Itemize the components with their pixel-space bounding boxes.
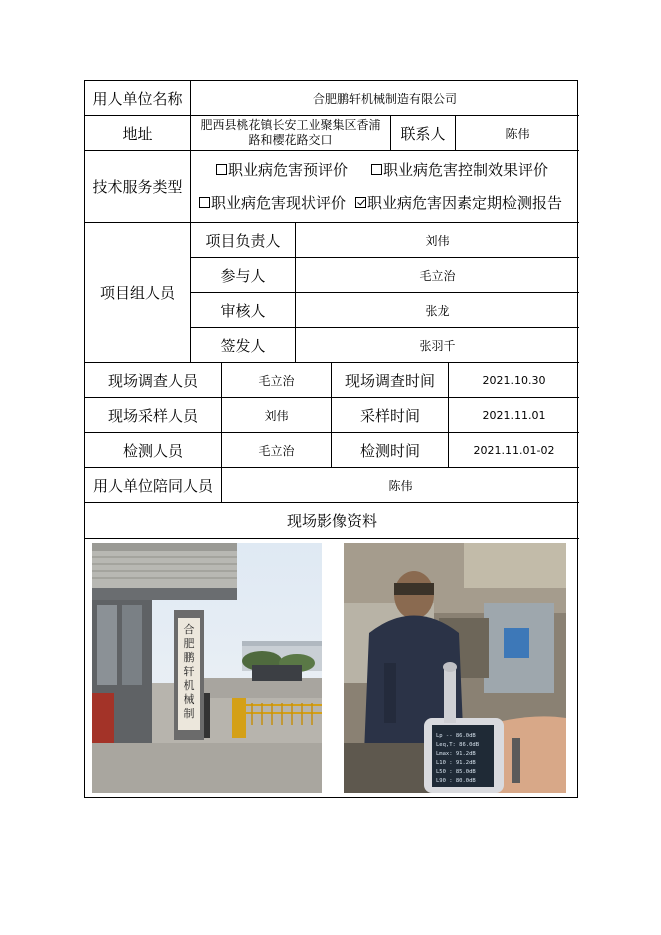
- test-staff-label: 检测人员: [85, 433, 222, 468]
- address-label: 地址: [85, 116, 191, 151]
- checkbox-periodic-test[interactable]: [355, 197, 366, 208]
- meter-line: Leq,T: 86.0dB: [436, 742, 480, 748]
- meter-line: L90 : 80.0dB: [436, 778, 476, 784]
- sampling-time-label: 采样时间: [332, 398, 449, 433]
- service-option-control-eval[interactable]: [371, 159, 548, 180]
- contact-label: 联系人: [391, 116, 456, 151]
- gate-sign-char: 制: [183, 707, 195, 720]
- checkbox-status-eval[interactable]: [199, 197, 210, 208]
- team-label: 项目组人员: [85, 223, 191, 363]
- meter-line: L50 : 85.0dB: [436, 769, 476, 775]
- workshop-photo: [344, 543, 566, 793]
- option-label: 职业病危害控制效果评价: [383, 161, 549, 179]
- test-time-label: 检测时间: [332, 433, 449, 468]
- team-role: 签发人: [191, 328, 296, 363]
- gate-sign-char: 肥: [183, 637, 195, 650]
- gate-sign-char: 合: [183, 623, 195, 636]
- survey-time-label: 现场调查时间: [332, 363, 449, 398]
- gate-sign-char: 械: [183, 693, 195, 706]
- survey-time-value: 2021.10.30: [449, 363, 579, 398]
- test-time-value: 2021.11.01-02: [449, 433, 579, 468]
- checkbox-pre-eval[interactable]: [216, 164, 227, 175]
- checkbox-control-eval[interactable]: [371, 164, 382, 175]
- employer-value: 合肥鹏轩机械制造有限公司: [191, 81, 579, 116]
- team-name: 张羽千: [296, 328, 579, 363]
- escort-label: 用人单位陪同人员: [85, 468, 222, 503]
- photos-label: 现场影像资料: [85, 503, 579, 539]
- meter-line: Lmax: 91.2dB: [436, 751, 476, 757]
- option-label: 职业病危害因素定期检测报告: [367, 194, 563, 212]
- team-name: 张龙: [296, 293, 579, 328]
- service-option-periodic-test[interactable]: [355, 192, 562, 213]
- gate-photo: [92, 543, 322, 793]
- team-name: 刘伟: [296, 223, 579, 258]
- sampling-staff-value: 刘伟: [222, 398, 332, 433]
- option-label: 职业病危害预评价: [228, 161, 349, 179]
- service-option-status-eval[interactable]: [199, 192, 346, 213]
- gate-sign-char: 机: [183, 679, 195, 692]
- team-role: 项目负责人: [191, 223, 296, 258]
- survey-staff-value: 毛立治: [222, 363, 332, 398]
- employer-label: 用人单位名称: [85, 81, 191, 116]
- sampling-time-value: 2021.11.01: [449, 398, 579, 433]
- escort-value: 陈伟: [222, 468, 579, 503]
- test-staff-value: 毛立治: [222, 433, 332, 468]
- gate-sign-char: 鹏: [183, 651, 195, 664]
- team-role: 审核人: [191, 293, 296, 328]
- contact-value: 陈伟: [456, 116, 579, 151]
- gate-photo-image: [92, 543, 322, 793]
- option-label: 职业病危害现状评价: [211, 194, 347, 212]
- team-role: 参与人: [191, 258, 296, 293]
- workshop-photo-image: [344, 543, 566, 793]
- meter-line: L10 : 91.2dB: [436, 760, 476, 766]
- team-name: 毛立治: [296, 258, 579, 293]
- sampling-staff-label: 现场采样人员: [85, 398, 222, 433]
- service-type-label: 技术服务类型: [85, 151, 191, 223]
- address-value: 肥西县桃花镇长安工业聚集区香浦路和樱花路交口: [191, 116, 391, 151]
- meter-line: Lp -- 86.0dB: [436, 733, 476, 739]
- gate-sign-char: 轩: [183, 665, 195, 678]
- survey-staff-label: 现场调查人员: [85, 363, 222, 398]
- service-option-pre-eval[interactable]: [216, 159, 348, 180]
- service-options-cell: [191, 151, 579, 223]
